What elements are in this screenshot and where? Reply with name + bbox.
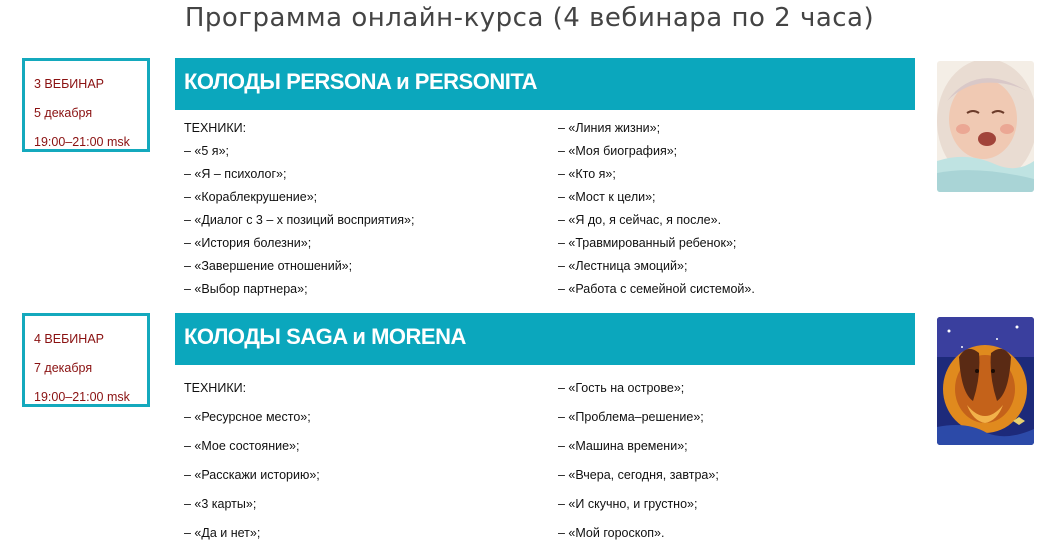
webinar-4-techniques-right: [558, 374, 719, 548]
baby-card-image: [937, 61, 1034, 192]
technique-item: – «Я до, я сейчас, я после».: [558, 213, 722, 227]
technique-item: – «Расскажи историю»;: [184, 468, 320, 482]
webinar-3-date-box: [22, 58, 150, 152]
webinar-number: 3 ВЕБИНАР: [34, 77, 104, 91]
technique-item: – «Кораблекрушение»;: [184, 190, 318, 204]
webinar-3-banner: [175, 58, 915, 110]
webinar-3-techniques-right: [558, 117, 755, 301]
webinar-4-techniques-left: [184, 374, 320, 548]
technique-item: – «Лестница эмоций»;: [558, 259, 688, 273]
webinar-4-banner: [175, 313, 915, 365]
webinar-time: 19:00–21:00 msk: [34, 135, 130, 149]
technique-item: – «Диалог с 3 – х позиций восприятия»;: [184, 213, 415, 227]
webinar-time: 19:00–21:00 msk: [34, 390, 130, 404]
technique-item: – «Выбор партнера»;: [184, 282, 308, 296]
webinar-3-title: КОЛОДЫ PERSONA и PERSONITA: [184, 69, 538, 94]
technique-item: – «3 карты»;: [184, 497, 257, 511]
technique-item: – «Травмированный ребенок»;: [558, 236, 737, 250]
technique-item: – «Мой гороскоп».: [558, 526, 665, 540]
couple-card-image: [937, 317, 1034, 445]
technique-item: – «Гость на острове»;: [558, 381, 685, 395]
technique-item: – «Да и нет»;: [184, 526, 261, 540]
technique-item: – «И скучно, и грустно»;: [558, 497, 698, 511]
technique-item: – «Ресурсное место»;: [184, 410, 311, 424]
techniques-heading: ТЕХНИКИ:: [184, 121, 247, 135]
technique-item: – «Моя биография»;: [558, 144, 678, 158]
technique-item: – «Вчера, сегодня, завтра»;: [558, 468, 719, 482]
technique-item: – «5 я»;: [184, 144, 229, 158]
technique-item: – «Кто я»;: [558, 167, 616, 181]
techniques-heading: ТЕХНИКИ:: [184, 381, 247, 395]
webinar-date: 5 декабря: [34, 106, 93, 120]
webinar-4-date-box: [22, 313, 150, 407]
webinar-date: 7 декабря: [34, 361, 93, 375]
technique-item: – «Мост к цели»;: [558, 190, 656, 204]
technique-item: – «Завершение отношений»;: [184, 259, 353, 273]
technique-item: – «Проблема–решение»;: [558, 410, 704, 424]
technique-item: – «Я – психолог»;: [184, 167, 287, 181]
technique-item: – «Машина времени»;: [558, 439, 688, 453]
webinar-number: 4 ВЕБИНАР: [34, 332, 104, 346]
page-title: Программа онлайн-курса (4 вебинара по 2 часа): [184, 3, 875, 33]
technique-item: – «Работа с семейной системой».: [558, 282, 755, 296]
technique-item: – «Мое состояние»;: [184, 439, 300, 453]
webinar-3-techniques-left: [184, 117, 414, 301]
technique-item: – «Линия жизни»;: [558, 121, 661, 135]
technique-item: – «История болезни»;: [184, 236, 312, 250]
webinar-4-title: КОЛОДЫ SAGA и MORENA: [184, 324, 466, 349]
